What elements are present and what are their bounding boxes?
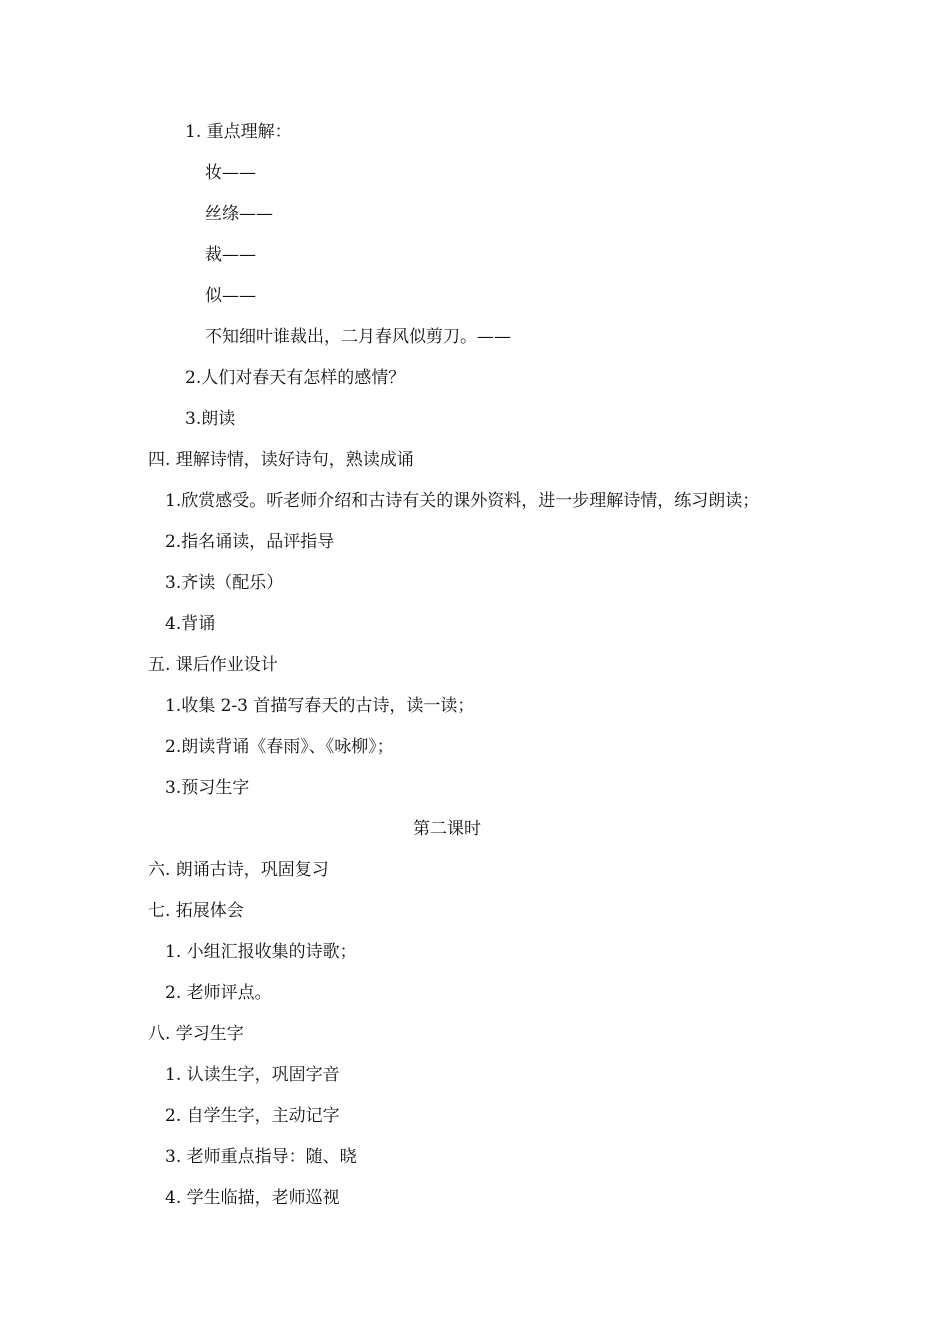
list-item: 1.欣赏感受。听老师介绍和古诗有关的课外资料，进一步理解诗情，练习朗读；	[165, 491, 760, 511]
section-four-heading: 四. 理解诗情，读好诗句，熟读成诵	[148, 450, 414, 470]
lesson-two-title: 第二课时	[413, 819, 481, 839]
term-sitao: 丝绦——	[205, 204, 273, 224]
list-item: 1. 小组汇报收集的诗歌；	[165, 942, 357, 962]
list-item: 1.收集 2-3 首描写春天的古诗，读一读；	[165, 696, 475, 716]
list-item: 4. 学生临描，老师巡视	[165, 1188, 340, 1208]
item-key-understanding: 1. 重点理解：	[185, 122, 292, 142]
list-item: 2. 自学生字，主动记字	[165, 1106, 340, 1126]
list-item: 1. 认读生字，巩固字音	[165, 1065, 340, 1085]
list-item: 2. 老师评点。	[165, 983, 272, 1003]
list-item: 3.齐读（配乐）	[165, 573, 284, 593]
term-si: 似——	[205, 286, 256, 306]
section-eight-heading: 八. 学习生字	[148, 1024, 244, 1044]
item-read-aloud: 3.朗读	[185, 409, 236, 429]
list-item: 2.指名诵读，品评指导	[165, 532, 335, 552]
section-six-heading: 六. 朗诵古诗，巩固复习	[148, 860, 329, 880]
list-item: 4.背诵	[165, 614, 216, 634]
section-five-heading: 五. 课后作业设计	[148, 655, 278, 675]
term-cai: 裁——	[205, 245, 256, 265]
term-zhuang: 妆——	[205, 163, 256, 183]
item-feelings: 2.人们对春天有怎样的感情？	[185, 368, 406, 388]
list-item: 2.朗读背诵《春雨》、《咏柳》；	[165, 737, 394, 757]
list-item: 3. 老师重点指导：随、晓	[165, 1147, 357, 1167]
list-item: 3.预习生字	[165, 778, 250, 798]
poem-line: 不知细叶谁裁出，二月春风似剪刀。——	[205, 327, 511, 347]
section-seven-heading: 七. 拓展体会	[148, 901, 244, 921]
